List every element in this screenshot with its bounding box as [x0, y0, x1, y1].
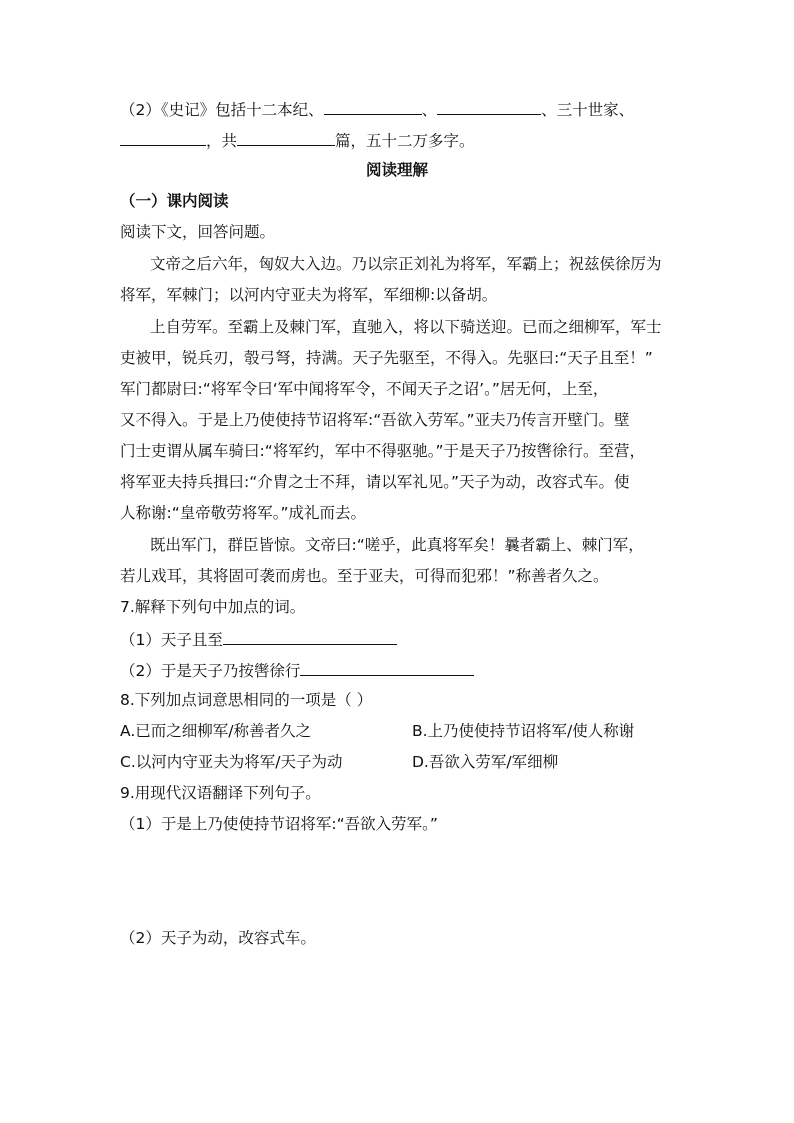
question-9-item-2: （2）天子为动，改容式车。 — [120, 929, 316, 947]
passage-line: 若儿戏耳，其将固可袭而虏也。至于亚夫，可得而犯邪！”称善者久之。 — [120, 567, 609, 585]
passage-line: 门士吏谓从属车骑曰:“将军约，军中不得驱驰。”于是天子乃按辔徐行。至营， — [120, 442, 646, 460]
option-c[interactable]: C.以河内守亚夫为将军/天子为动 — [120, 753, 343, 771]
option-a[interactable]: A.已而之细柳军/称善者久之 — [120, 722, 311, 740]
question-2-text-c: 、三十世家、 — [541, 101, 635, 119]
option-b[interactable]: B.上乃使使持节诏将军/使人称谢 — [412, 722, 635, 740]
answer-blank[interactable] — [437, 98, 541, 115]
question-2-text-d: ，共 — [206, 132, 238, 150]
passage-line: 人称谢:“皇帝敬劳将军。”成礼而去。 — [120, 504, 367, 522]
question-9-item-1: （1）于是上乃使使持节诏将军:“吾欲入劳军。” — [120, 815, 438, 833]
question-9-stem: 9.用现代汉语翻译下列句子。 — [120, 784, 321, 802]
question-8-stem: 8.下列加点词意思相同的一项是（ ） — [120, 691, 373, 709]
passage-line: 军门都尉曰:“将军令曰‘军中闻将军令，不闻天子之诏’。”居无何，上至， — [120, 380, 609, 398]
question-2-text-b: 、 — [421, 101, 438, 119]
section-title: 阅读理解 — [365, 161, 428, 179]
passage-line: 又不得入。于是上乃使使持节诏将军:“吾欲入劳军。”亚夫乃传言开壁门。壁 — [120, 411, 630, 429]
passage-line: 文帝之后六年，匈奴大入边。乃以宗正刘礼为将军，军霸上；祝兹侯徐厉为 — [150, 255, 662, 273]
instruction: 阅读下文，回答问题。 — [120, 223, 276, 241]
question-7-stem: 7.解释下列句中加点的词。 — [120, 598, 306, 616]
question-7-item-1-text: （1）天子且至 — [120, 631, 223, 649]
question-7-item-2 — [120, 659, 474, 681]
passage-line: 吏被甲，锐兵刃，彀弓弩，持满。天子先驱至，不得入。先驱曰:“天子且至！” — [120, 349, 653, 367]
answer-blank[interactable] — [223, 628, 397, 645]
passage-line: 既出军门，群臣皆惊。文帝曰:“嗟乎，此真将军矣！曩者霸上、棘门军， — [150, 536, 644, 554]
answer-blank[interactable] — [324, 98, 422, 115]
option-d[interactable]: D.吾欲入劳军/军细柳 — [412, 753, 559, 771]
question-2-text-e: 篇，五十二万多字。 — [335, 132, 475, 150]
question-2-text-a: （2）《史记》包括十二本纪、 — [120, 101, 324, 119]
question-7-item-2-text: （2）于是天子乃按辔徐行 — [120, 662, 301, 680]
question-2-line-2 — [120, 129, 475, 151]
answer-blank[interactable] — [237, 129, 335, 146]
passage-line: 将军亚夫持兵揖曰:“介胄之士不拜，请以军礼见。”天子为动，改容式车。使 — [120, 473, 630, 491]
answer-blank[interactable] — [120, 129, 206, 146]
subsection-title: （一）课内阅读 — [120, 192, 229, 210]
passage-line: 将军，军棘门；以河内守亚夫为将军，军细柳:以备胡。 — [120, 286, 498, 304]
answer-blank[interactable] — [300, 659, 474, 676]
question-2-line-1 — [120, 98, 634, 120]
passage-line: 上自劳军。至霸上及棘门军，直驰入，将以下骑送迎。已而之细柳军，军士 — [150, 318, 662, 336]
question-7-item-1 — [120, 628, 397, 650]
